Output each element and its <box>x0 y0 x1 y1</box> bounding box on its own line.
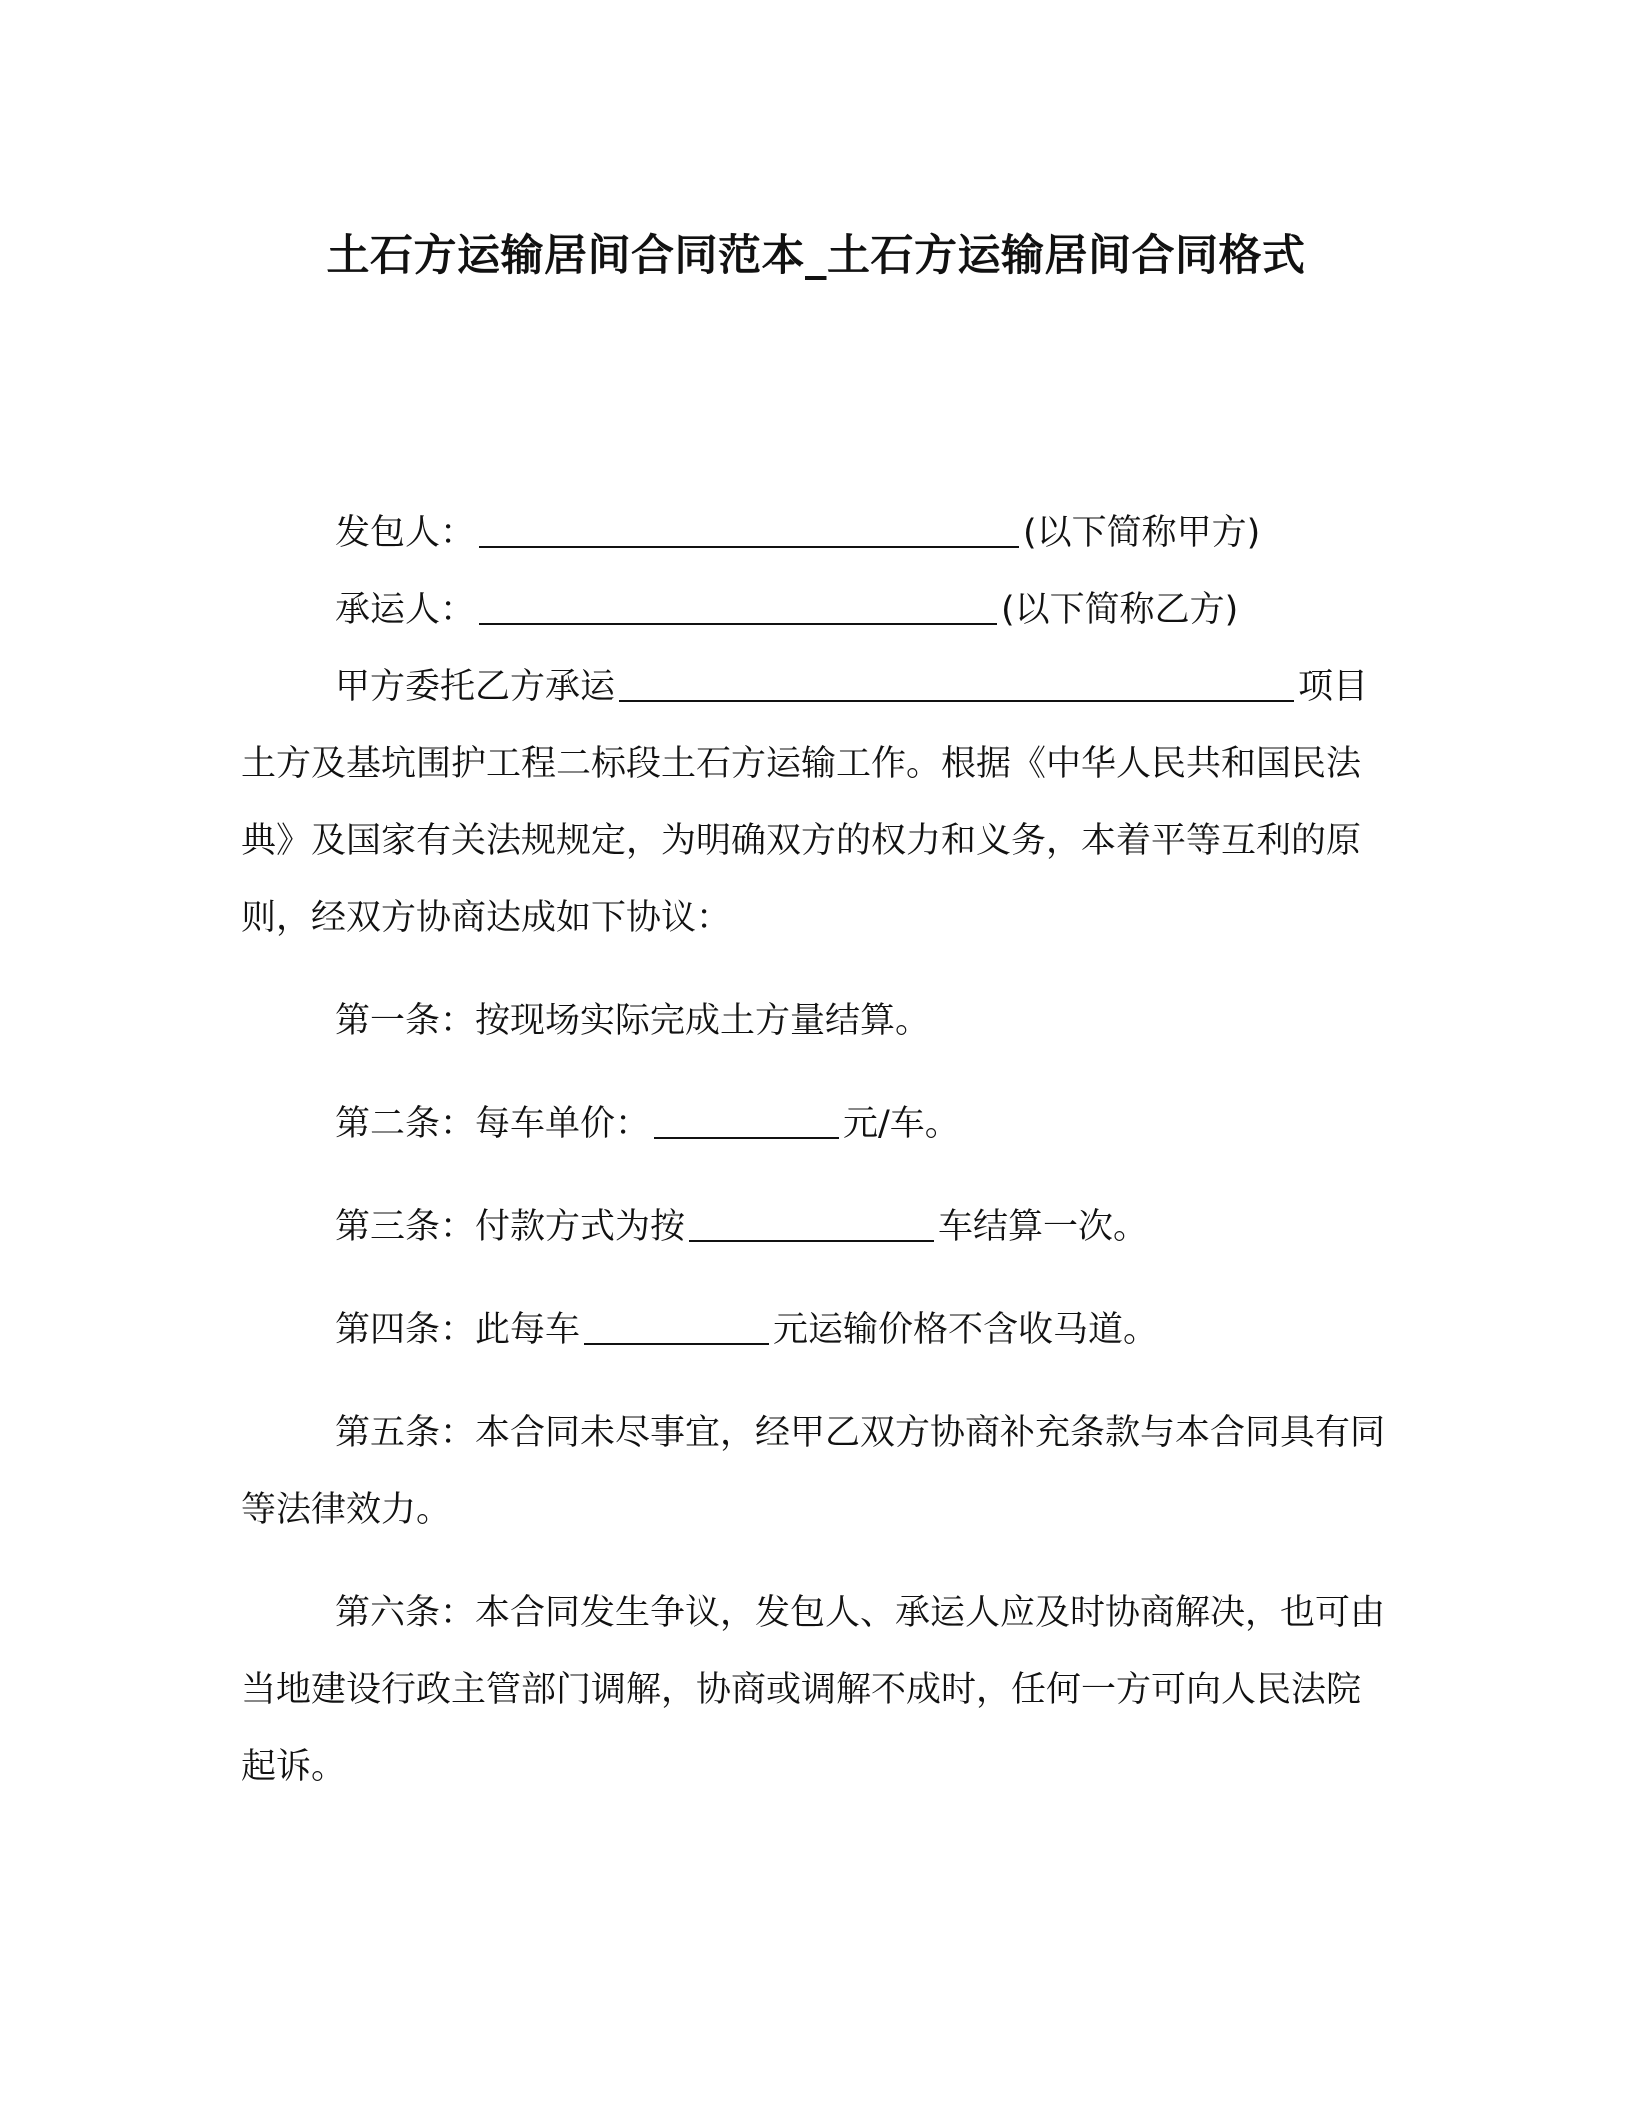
article-4-text: 第四条：此每车 <box>335 1310 581 1350</box>
intro-paragraph <box>241 649 1391 957</box>
article-4-unit: 元运输价格不含收马道。 <box>773 1310 1159 1350</box>
party-a-blank[interactable] <box>479 516 1019 548</box>
party-a-line <box>241 495 1391 572</box>
article-5: 第五条：本合同未尽事宜，经甲乙双方协商补充条款与本合同具有同等法律效力。 <box>241 1413 1386 1530</box>
article-2-unit: 元/车。 <box>843 1104 960 1144</box>
party-a-suffix: (以下简称甲方) <box>1023 513 1261 553</box>
article-6: 第六条：本合同发生争议，发包人、承运人应及时协商解决，也可由当地建设行政主管部门调解，协商或调解不成时，任何一方可向人民法院起诉。 <box>241 1593 1386 1787</box>
document-title: 土石方运输居间合同范本_土石方运输居间合同格式 <box>326 231 1306 281</box>
party-b-suffix: (以下简称乙方) <box>1001 590 1239 630</box>
article-4 <box>241 1292 1391 1369</box>
party-a-label: 发包人： <box>335 513 476 553</box>
article-2 <box>241 1086 1391 1163</box>
party-b-label: 承运人： <box>335 590 476 630</box>
project-name-blank[interactable] <box>619 670 1294 702</box>
article-2-text: 第二条：每车单价： <box>335 1104 651 1144</box>
article-1: 第一条：按现场实际完成土方量结算。 <box>335 1001 931 1041</box>
payment-interval-blank[interactable] <box>689 1210 934 1242</box>
article-3 <box>241 1189 1391 1266</box>
party-b-line <box>241 572 1391 649</box>
article-3-text: 第三条：付款方式为按 <box>335 1207 686 1247</box>
article-3-unit: 车结算一次。 <box>938 1207 1149 1247</box>
intro-lead: 甲方委托乙方承运 <box>335 667 616 707</box>
unit-price-blank[interactable] <box>654 1107 839 1139</box>
party-b-blank[interactable] <box>479 593 997 625</box>
per-truck-price-blank[interactable] <box>584 1313 769 1345</box>
intro-rest: 项目土方及基坑围护工程二标段土石方运输工作。根据《中华人民共和国民法典》及国家有关法规规定，为明确双方的权力和义务，本着平等互利的原则，经双方协商达成如下协议： <box>241 667 1369 938</box>
contract-body <box>241 495 1391 1806</box>
